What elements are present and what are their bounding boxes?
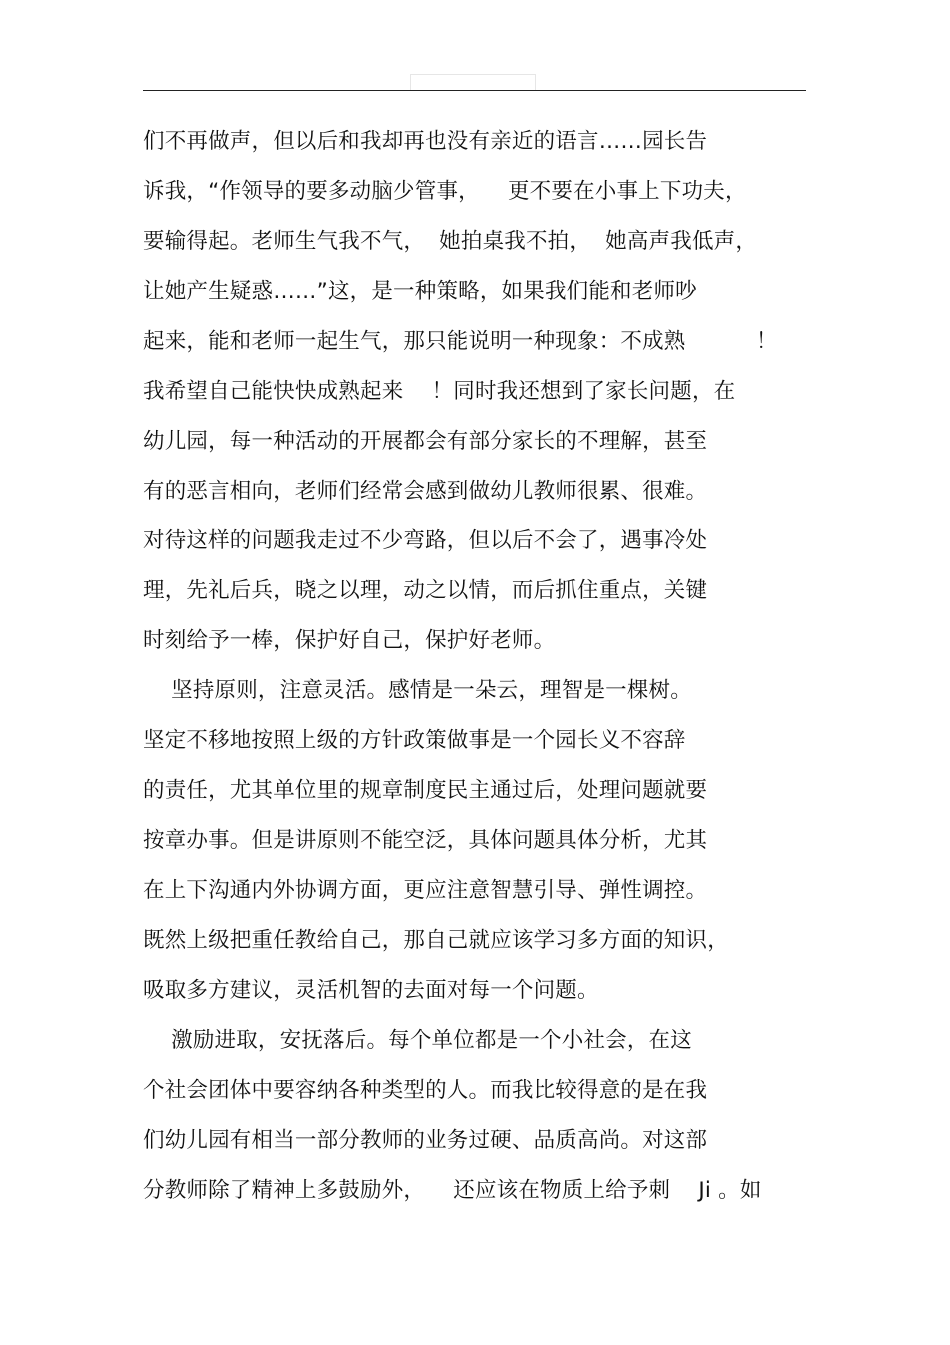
text-line: 吸取多方建议，灵活机智的去面对每一个问题。 — [143, 978, 599, 1003]
text-line: 幼儿园，每一种活动的开展都会有部分家长的不理解，甚至 — [143, 429, 708, 454]
text-line: 让她产生疑惑……”这，是一种策略，如果我们能和老师吵 — [143, 279, 697, 304]
paragraph-start-line: 坚持原则，注意灵活。感情是一朵云，理智是一棵树。 — [143, 678, 692, 703]
text-line: 有的恶言相向，老师们经常会感到做幼儿教师很累、很难。 — [143, 479, 708, 504]
text-line: 对待这样的问题我走过不少弯路，但以后不会了，遇事冷处 — [143, 528, 708, 553]
text-line: 理，先礼后兵，晓之以理，动之以情，而后抓住重点，关键 — [143, 578, 708, 603]
text-line: 起来，能和老师一起生气，那只能说明一种现象：不成熟 ！ — [143, 329, 778, 354]
text-line: 分教师除了精神上多鼓励外， 还应该在物质上给予刺 Ji 。如 — [143, 1178, 762, 1203]
text-line: 们幼儿园有相当一部分教师的业务过硬、品质高尚。对这部 — [143, 1128, 708, 1153]
text-line: 我希望自己能快快成熟起来 ！同时我还想到了家长问题，在 — [143, 379, 736, 404]
paragraph-start-line: 激励进取，安抚落后。每个单位都是一个小社会，在这 — [143, 1028, 692, 1053]
text-line: 的责任，尤其单位里的规章制度民主通过后，处理问题就要 — [143, 778, 708, 803]
text-line: 时刻给予一棒，保护好自己，保护好老师。 — [143, 628, 556, 653]
text-line: 诉我，“作领导的要多动脑少管事， 更不要在小事上下功夫， — [143, 179, 747, 204]
text-line: 既然上级把重任教给自己，那自己就应该学习多方面的知识， — [143, 928, 729, 953]
text-line: 要输得起。老师生气我不气， 她拍桌我不拍， 她高声我低声， — [143, 229, 758, 254]
text-line: 在上下沟通内外协调方面，更应注意智慧引导、弹性调控。 — [143, 878, 708, 903]
text-line: 个社会团体中要容纳各种类型的人。而我比较得意的是在我 — [143, 1078, 708, 1103]
header-tab — [410, 74, 536, 91]
header-rule — [143, 90, 806, 91]
text-line: 坚定不移地按照上级的方针政策做事是一个园长义不容辞 — [143, 728, 686, 753]
text-line: 们不再做声，但以后和我却再也没有亲近的语言……园长告 — [143, 129, 708, 154]
text-line: 按章办事。但是讲原则不能空泛，具体问题具体分析，尤其 — [143, 828, 708, 853]
